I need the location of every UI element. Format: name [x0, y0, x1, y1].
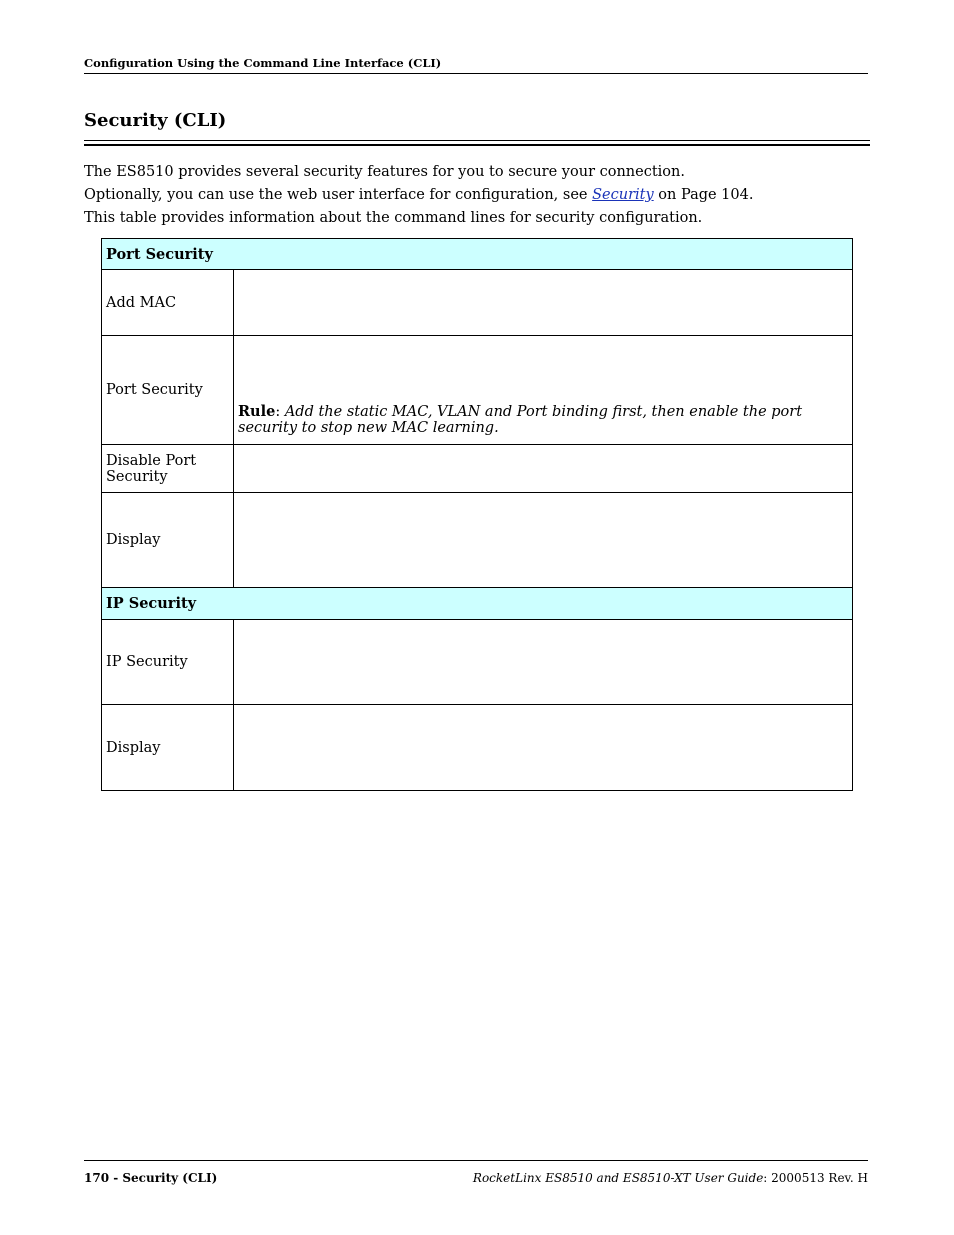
- running-header: Configuration Using the Command Line Interface (CLI): [84, 56, 868, 74]
- intro-line-1: The ES8510 provides several security features for you to secure your connection.: [84, 164, 685, 180]
- title-rule-thick: [84, 144, 870, 146]
- table-row: [102, 620, 853, 705]
- security-cli-table: [101, 238, 853, 791]
- rule-text: Add the static MAC, VLAN and Port binding first, then enable the port security to stop new MAC learning.: [238, 404, 803, 436]
- table-row: [102, 445, 853, 493]
- row-label-port-security: Port Security: [102, 336, 234, 445]
- footer-doc-rev: : 2000513 Rev. H: [763, 1171, 868, 1185]
- footer-page-label: 170 - Security (CLI): [84, 1171, 218, 1185]
- row-label-display: Display: [102, 493, 234, 588]
- row-content-port-security: [234, 336, 853, 445]
- table-row: [102, 270, 853, 336]
- intro-line-2-after: on Page 104.: [653, 187, 754, 203]
- table-row: [102, 336, 853, 445]
- ip-security-section-header: [102, 588, 853, 620]
- rule-label: Rule: [238, 403, 276, 420]
- table-row: [102, 493, 853, 588]
- intro-line-3: This table provides information about the command lines for security configuration.: [84, 210, 703, 226]
- rule-separator: :: [275, 404, 285, 420]
- row-content: [234, 620, 853, 705]
- row-label-ip-display: Display: [102, 705, 234, 791]
- row-content: [234, 493, 853, 588]
- row-content: [234, 705, 853, 791]
- intro-line-2: [84, 186, 753, 204]
- section-title: Security (CLI): [84, 110, 227, 131]
- footer-doc-info: [473, 1171, 868, 1185]
- rule-note: [238, 338, 848, 442]
- security-link[interactable]: Security: [592, 187, 654, 203]
- row-content: [234, 270, 853, 336]
- port-security-header-cell: Port Security: [102, 239, 853, 270]
- row-label-ip-security: IP Security: [102, 620, 234, 705]
- footer-doc-title: RocketLinx ES8510 and ES8510-XT User Guide: [472, 1171, 764, 1185]
- intro-line-2-before: Optionally, you can use the web user interface for configuration, see: [84, 187, 593, 203]
- port-security-section-header: [102, 239, 853, 270]
- row-content: [234, 445, 853, 493]
- row-label-disable-port-security: Disable Port Security: [102, 445, 234, 493]
- row-label-add-mac: Add MAC: [102, 270, 234, 336]
- table-row: [102, 705, 853, 791]
- ip-security-header-cell: IP Security: [102, 588, 853, 620]
- title-rule: [84, 140, 870, 141]
- running-footer: [84, 1160, 868, 1185]
